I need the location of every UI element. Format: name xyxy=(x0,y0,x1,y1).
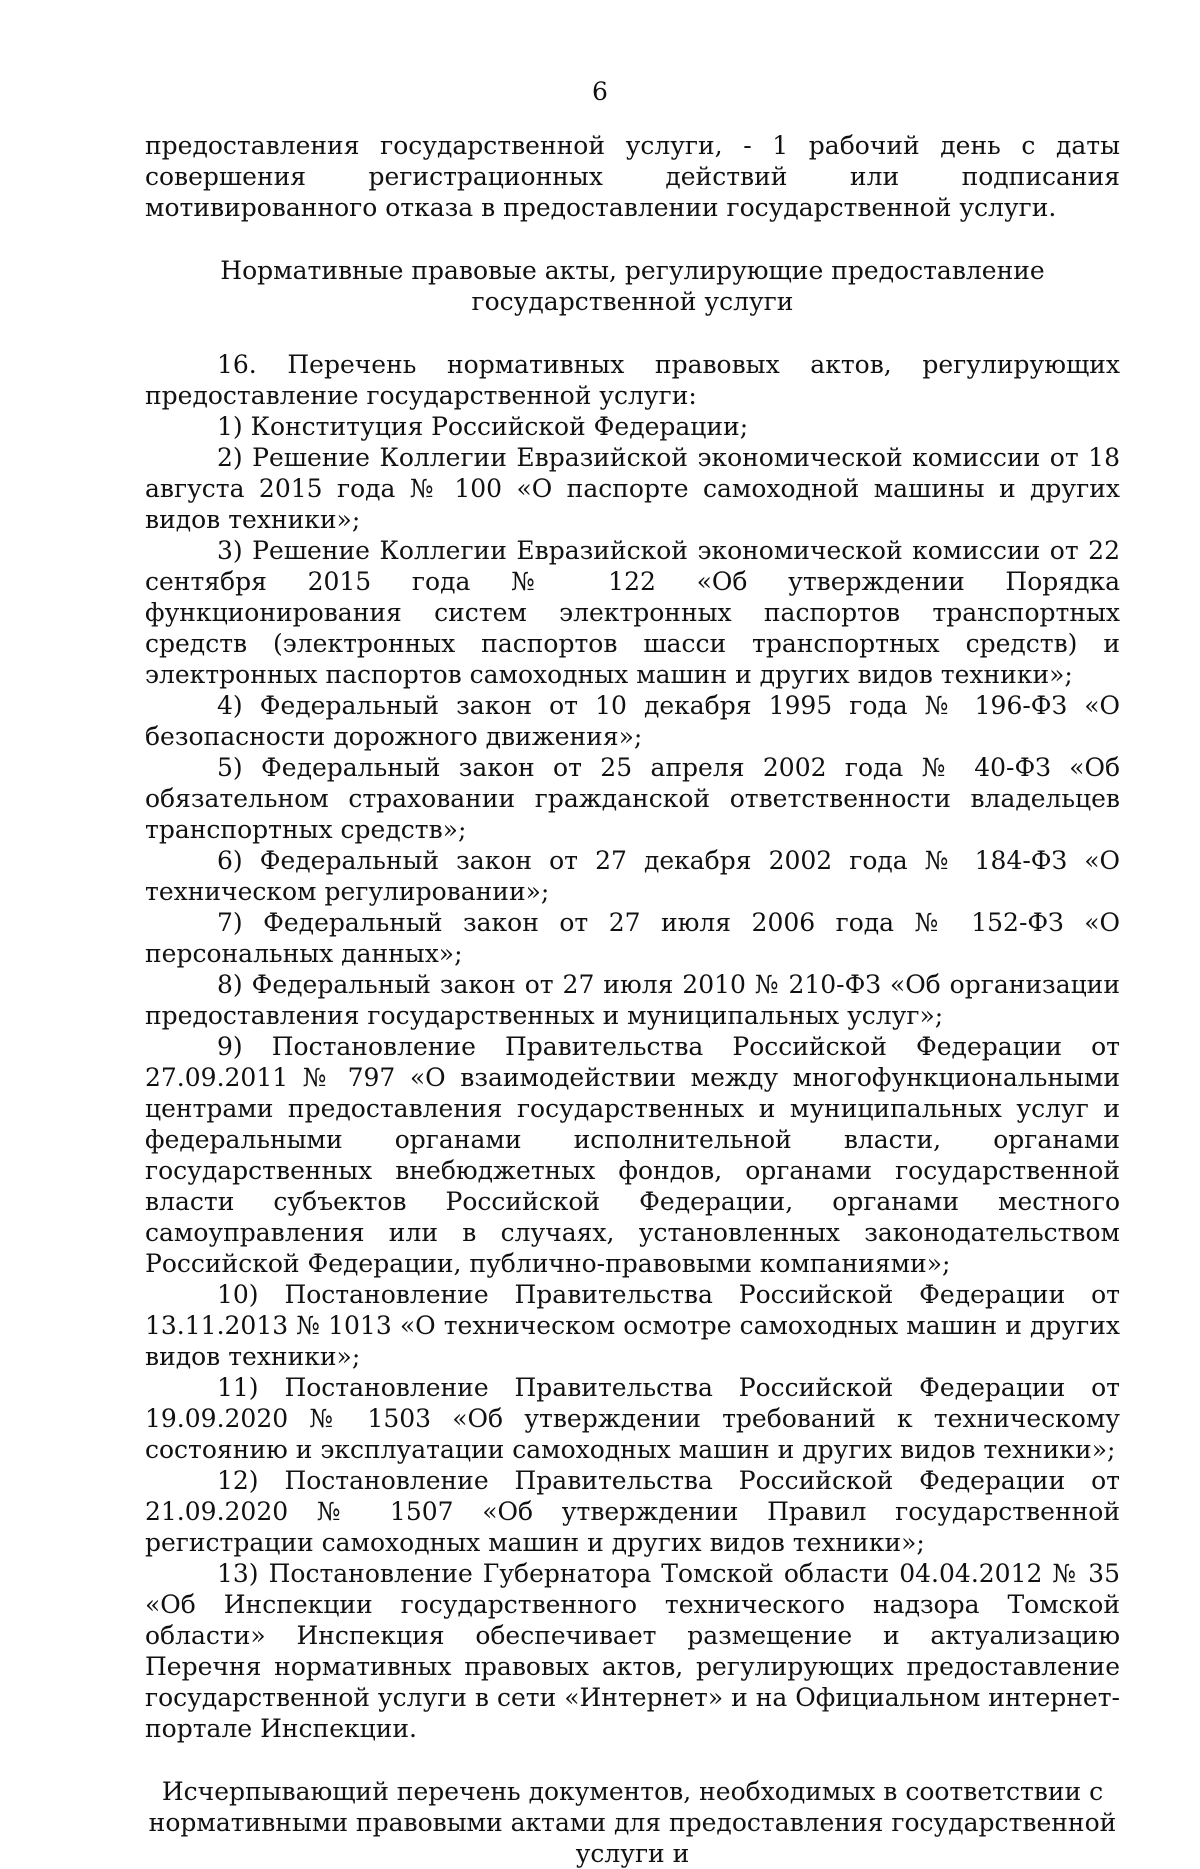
legal-act-item: 8) Федеральный закон от 27 июля 2010 № 210-ФЗ «Об организации предоставления государственных и муниципальных услуг»; xyxy=(145,970,1120,1030)
legal-act-item: 12) Постановление Правительства Российской Федерации от 21.09.2020 № 1507 «Об утверждении Правил государственной регистрации самоходных машин и других видов техники»; xyxy=(145,1466,1120,1557)
legal-act-item: 13) Постановление Губернатора Томской области 04.04.2012 № 35 «Об Инспекции государственного технического надзора Томской области» Инспекция обеспечивает размещение и актуализацию Перечня нормативных правовых актов, регулирующих предоставление государственной услуги в сети «Интернет» и на Официальном интернет-портале Инспекции. xyxy=(145,1559,1120,1743)
legal-act-item: 3) Решение Коллегии Евразийской экономической комиссии от 22 сентября 2015 года № 122 «Об утверждении Порядка функционирования систем электронных паспортов транспортных средств (электронных паспортов шасси транспортных средств) и электронных паспортов самоходных машин и других видов техники»; xyxy=(145,536,1120,689)
page-number: 6 xyxy=(592,77,608,106)
legal-act-item: 2) Решение Коллегии Евразийской экономической комиссии от 18 августа 2015 года № 100 «О паспорте самоходной машины и других видов техники»; xyxy=(145,443,1120,534)
legal-act-item: 4) Федеральный закон от 10 декабря 1995 года № 196-ФЗ «О безопасности дорожного движения»; xyxy=(145,691,1120,751)
legal-act-item: 11) Постановление Правительства Российской Федерации от 19.09.2020 № 1503 «Об утверждении требований к техническому состоянию и эксплуатации самоходных машин и других видов техники»; xyxy=(145,1373,1120,1464)
document-content xyxy=(145,130,1120,1869)
legal-act-item: 9) Постановление Правительства Российской Федерации от 27.09.2011 № 797 «О взаимодействии между многофункциональными центрами предоставления государственных и муниципальных услуг и федеральными органами исполнительной власти, органами государственных внебюджетных фондов, органами государственной власти субъектов Российской Федерации, органами местного самоуправления или в случаях, установленных законодательством Российской Федерации, публично-правовыми компаниями»; xyxy=(145,1032,1120,1278)
clause-16-intro: 16. Перечень нормативных правовых актов, регулирующих предоставление государственной услуги: xyxy=(145,350,1120,410)
legal-act-item: 1) Конституция Российской Федерации; xyxy=(217,412,749,441)
final-heading: Исчерпывающий перечень документов, необходимых в соответствии с нормативными правовыми актами для предоставления государственной услуги и xyxy=(148,1777,1117,1868)
intro-paragraph: предоставления государственной услуги, - 1 рабочий день с даты совершения регистрационных действий или подписания мотивированного отказа в предоставлении государственной услуги. xyxy=(145,131,1120,222)
section-heading: Нормативные правовые акты, регулирующие предоставление государственной услуги xyxy=(220,256,1045,316)
legal-act-item: 10) Постановление Правительства Российской Федерации от 13.11.2013 № 1013 «О техническом осмотре самоходных машин и других видов техники»; xyxy=(145,1280,1120,1371)
legal-act-item: 7) Федеральный закон от 27 июля 2006 года № 152-ФЗ «О персональных данных»; xyxy=(145,908,1120,968)
legal-act-item: 5) Федеральный закон от 25 апреля 2002 года № 40-ФЗ «Об обязательном страховании гражданской ответственности владельцев транспортных средств»; xyxy=(145,753,1120,844)
legal-act-item: 6) Федеральный закон от 27 декабря 2002 года № 184-ФЗ «О техническом регулировании»; xyxy=(145,846,1120,906)
